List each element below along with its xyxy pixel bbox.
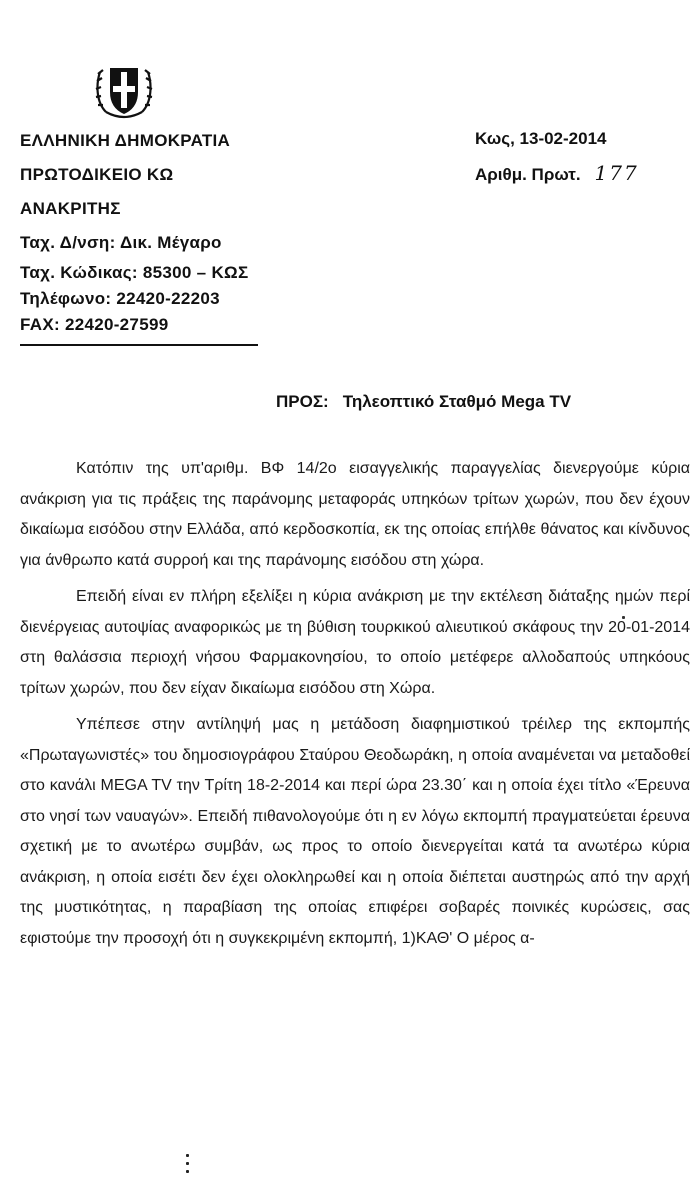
date-protocol-block: [475, 122, 639, 190]
place-date: Κως, 13-02-2014: [475, 129, 607, 148]
paragraph-2: Επειδή είναι εν πλήρη εξελίξει η κύρια ανάκριση με την εκτέλεση διάταξης ημών περί διενέργειας αυτοψίας αναφορικώς με τη βύθιση τουρκικού αλιευτικού σκάφους την 20-01-2014 στη θαλάσσια περιοχή νήσου Φαρμακονησίου, το οποίο μετέφερε αλλοδαπούς υπηκόους τρίτων χωρών, που δεν είχαν δικαίωμα εισόδου στη Χώρα.: [20, 588, 690, 697]
issuer-block: [20, 124, 249, 334]
recipient-label: ΠΡΟΣ:: [276, 392, 329, 411]
paragraph-3: Υπέπεσε στην αντίληψή μας η μετάδοση διαφημιστικού τρέιλερ της εκπομπής «Πρωταγωνιστές» του δημοσιογράφου Σταύρου Θεοδωράκη, η οποία αναμένεται να μεταδοθεί στο κανάλι MEGA TV την Τρίτη 18-2-2014 και περί ώρα 23.30΄ και η οποία έχει τίτλο «Έρευνα στο νησί των ναυαγών». Επειδή πιθανολογούμε ότι η εν λόγω εκπομπή πραγματεύεται έρευνα σχετική με το ανωτέρω συμβάν, ως προς το οποίο διενεργείται κατά τα ανωτέρω κύρια ανάκριση, η οποία εισέτι δεν έχει ολοκληρωθεί και η οποία διέπεται αυστηρώς από την αρχή της μυστικότητας, η παραβίαση της οποίας επιφέρει σοβαρές ποινικές κυρώσεις, σας εφιστούμε την προσοχή ότι η συγκεκριμένη εκπομπή, 1)ΚΑΘ' Ο μέρος α-: [20, 716, 690, 947]
issuer-address: Ταχ. Δ/νση: Δικ. Μέγαρο: [20, 233, 222, 252]
issuer-country: ΕΛΛΗΝΙΚΗ ΔΗΜΟΚΡΑΤΙΑ: [20, 131, 231, 150]
recipient-line: [276, 392, 571, 412]
header-divider: [20, 344, 258, 346]
phone-number: Τηλέφωνο: 22420-22203: [20, 289, 220, 308]
postal-code: Ταχ. Κώδικας: 85300 – ΚΩΣ: [20, 263, 249, 282]
issuer-court: ΠΡΩΤΟΔΙΚΕΙΟ ΚΩ: [20, 165, 174, 184]
issuer-office: ΑΝΑΚΡΙΤΗΣ: [20, 199, 121, 218]
recipient-name: Τηλεοπτικό Σταθμό Mega TV: [342, 392, 572, 411]
greek-coat-of-arms-icon: [92, 62, 156, 124]
letter-body: [20, 454, 690, 960]
protocol-line: [475, 156, 639, 190]
paragraph-1: Κατόπιν της υπ'αριθμ. ΒΦ 14/2ο εισαγγελικής παραγγελίας διενεργούμε κύρια ανάκριση για τις πράξεις της παράνομης μεταφοράς υπηκόων τρίτων χωρών, που δεν έχουν δικαίωμα εισόδου στην Ελλάδα, από κερδοσκοπία, εκ της οποίας επήλθε θάνατος και κίνδυνος για άνθρωπο κατά συρροή και της παράνομης εισόδου στη χώρα.: [20, 460, 690, 569]
scan-marks: [186, 1154, 192, 1176]
protocol-label: Αριθμ. Πρωτ.: [475, 165, 581, 184]
scan-speck: [622, 616, 625, 619]
contact-block: [20, 260, 350, 338]
protocol-number: 177: [594, 161, 639, 185]
fax-number: FAX: 22420-27599: [20, 315, 169, 334]
